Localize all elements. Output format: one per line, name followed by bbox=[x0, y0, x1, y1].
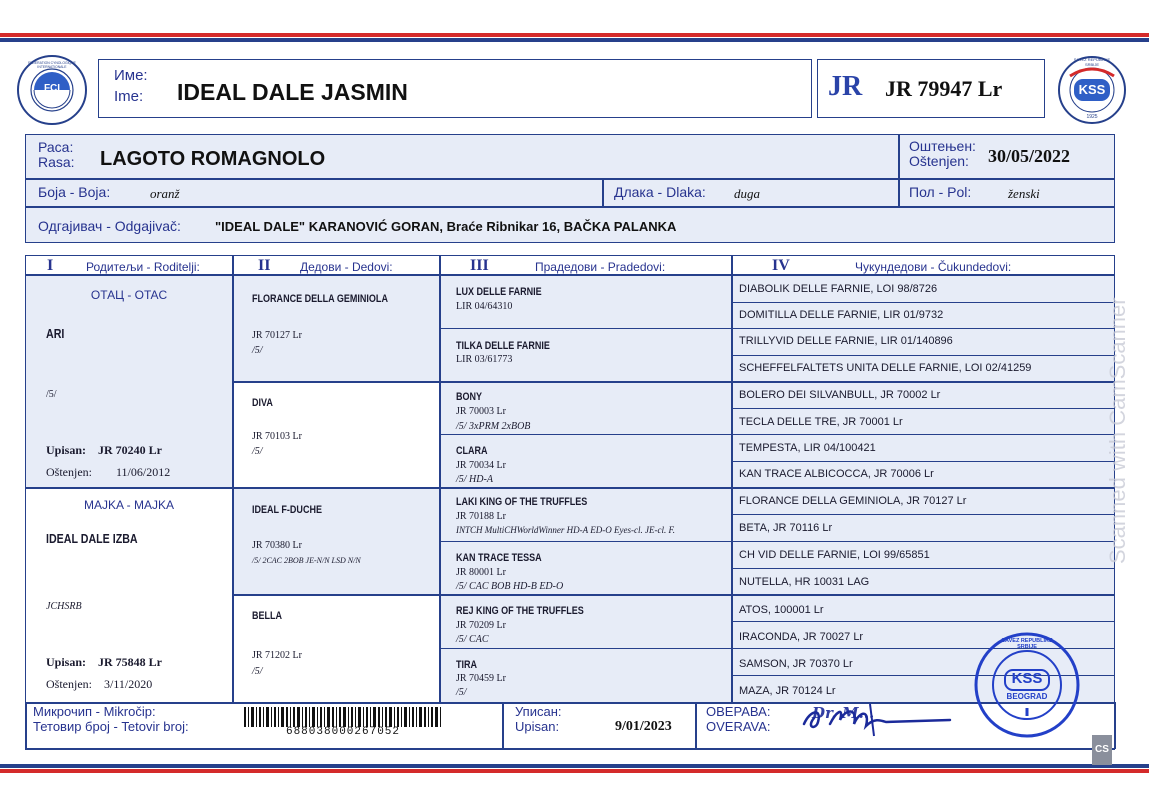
ggp-line-3 bbox=[439, 541, 1115, 542]
dam-whelped: 3/11/2020 bbox=[104, 677, 153, 691]
great-grandparent-reg: JR 70188 Lr bbox=[456, 511, 506, 522]
top-stripe-blue bbox=[0, 38, 1149, 42]
great-great-grandparent: NUTELLA, HR 10031 LAG bbox=[739, 576, 870, 588]
sex-value: ženski bbox=[1008, 186, 1040, 201]
grandparent-note: /5/ 2CAC 2BOB JE-N/N LSD N/N bbox=[252, 556, 361, 565]
great-grandparent-reg: JR 70003 Lr bbox=[456, 406, 506, 417]
breeder-label: Одгајивач - Odgajivač: bbox=[38, 218, 181, 234]
registered-label-cyr: Уписан: bbox=[515, 704, 562, 719]
great-grandparent-name: LAKI KING OF THE TRUFFLES bbox=[456, 496, 588, 508]
breeder-value: "IDEAL DALE" KARANOVIĆ GORAN, Braće Ribnikar 16, BAČKA PALANKA bbox=[215, 219, 677, 234]
great-grandparent-name: KAN TRACE TESSA bbox=[456, 552, 542, 564]
gp-line-2 bbox=[232, 594, 1115, 596]
great-great-grandparent: BOLERO DEI SILVANBULL, JR 70002 Lr bbox=[739, 389, 941, 401]
barcode-number: 688038000267052 bbox=[285, 726, 401, 738]
coat-value: duga bbox=[734, 186, 760, 201]
great-great-grandparent: TRILLYVID DELLE FARNIE, LIR 01/140896 bbox=[739, 335, 953, 347]
great-great-grandparent: IRACONDA, JR 70027 Lr bbox=[739, 631, 864, 643]
great-grandparent-name: REJ KING OF THE TRUFFLES bbox=[456, 605, 584, 617]
sire-whelped: 11/06/2012 bbox=[116, 465, 171, 479]
great-great-grandparent: TEMPESTA, LIR 04/100421 bbox=[739, 442, 876, 454]
kss-logo-year: 1925 bbox=[1086, 114, 1098, 120]
breed-label-lat: Rasa: bbox=[38, 154, 75, 170]
great-grandparent-name: TILKA DELLE FARNIE bbox=[456, 340, 550, 352]
verified-label-lat: OVERAVA: bbox=[706, 719, 771, 734]
gp1-shade bbox=[233, 275, 440, 381]
kss-logo-text: KSS bbox=[1078, 82, 1106, 97]
grandparent-note: /5/ bbox=[252, 446, 263, 457]
grandparent-name: IDEAL F-DUCHE bbox=[252, 504, 322, 516]
whelped-date: 30/05/2022 bbox=[988, 146, 1071, 166]
grandparent-reg: JR 71202 Lr bbox=[252, 650, 302, 661]
dam-section-label: MAJKA - MAJKA bbox=[83, 498, 175, 512]
bottom-stripe-blue bbox=[0, 764, 1149, 768]
great-grandparent-name: LUX DELLE FARNIE bbox=[456, 286, 542, 298]
great-grandparent-note: INTCH MultiCHWorldWinner HD-A ED-O Eyes-cl. JE-cl. F. bbox=[456, 525, 676, 535]
breed-row-line bbox=[25, 178, 1115, 180]
registered-date: 9/01/2023 bbox=[615, 719, 672, 734]
gggp-line-1 bbox=[731, 302, 1115, 303]
breed-value: LAGOTO ROMAGNOLO bbox=[100, 148, 326, 170]
sire-whelped-label: Oštenjen: bbox=[46, 465, 92, 479]
sire-note: /5/ bbox=[46, 389, 57, 400]
gp-line-1 bbox=[232, 381, 1115, 383]
coat-divider bbox=[602, 178, 604, 207]
gggp-line-7 bbox=[731, 621, 1115, 622]
great-grandparent-note: /5/ bbox=[456, 687, 467, 698]
camscanner-badge: CS bbox=[1092, 735, 1112, 765]
col-divider-2 bbox=[439, 255, 441, 703]
great-great-grandparent: FLORANCE DELLA GEMINIOLA, JR 70127 Lr bbox=[739, 495, 967, 507]
grandparent-name: BELLA bbox=[252, 610, 283, 622]
col-numeral-1: I bbox=[47, 257, 54, 274]
great-grandparent-reg: JR 70034 Lr bbox=[456, 460, 506, 471]
sex-label: Пол - Pol: bbox=[909, 184, 972, 200]
fci-logo-text: FCI bbox=[43, 83, 61, 94]
great-grandparent-reg: LIR 03/61773 bbox=[456, 354, 513, 365]
color-value: oranž bbox=[150, 186, 180, 201]
great-grandparent-reg: LIR 04/64310 bbox=[456, 301, 513, 312]
grandparent-reg: JR 70103 Lr bbox=[252, 431, 302, 442]
stamp-ring: SAVEZ REPUBLIKE SRBIJE bbox=[1001, 638, 1053, 650]
sire-reg: JR 70240 Lr bbox=[98, 443, 162, 457]
dam-note: JCHSRB bbox=[46, 601, 82, 612]
bottom-stripe-red bbox=[0, 769, 1149, 773]
gggp-line-3 bbox=[731, 408, 1115, 409]
gggp-line-4 bbox=[731, 461, 1115, 462]
grandparent-note: /5/ bbox=[252, 345, 263, 356]
dog-name: IDEAL DALE JASMIN bbox=[177, 79, 408, 105]
col-divider-1 bbox=[232, 255, 234, 703]
top-stripe-red bbox=[0, 33, 1149, 37]
grandparent-name: FLORANCE DELLA GEMINIOLA bbox=[252, 293, 388, 305]
great-great-grandparent: SAMSON, JR 70370 Lr bbox=[739, 658, 853, 670]
col-numeral-2: II bbox=[258, 257, 271, 274]
col-label-1: Родитељи - Roditelji: bbox=[86, 260, 200, 274]
sire-reg-label: Upisan: bbox=[46, 443, 87, 457]
great-grandparent-note: /5/ 3xPRM 2xBOB bbox=[456, 421, 531, 432]
name-label-cyr: Име: bbox=[114, 67, 148, 84]
col-label-2: Дедови - Dedovi: bbox=[300, 260, 393, 274]
registered-label-lat: Upisan: bbox=[515, 719, 560, 734]
footer-left-edge bbox=[25, 702, 27, 749]
dam-whelped-label: Oštenjen: bbox=[46, 677, 92, 691]
great-grandparent-reg: JR 70209 Lr bbox=[456, 620, 506, 631]
great-great-grandparent: DOMITILLA DELLE FARNIE, LIR 01/9732 bbox=[739, 309, 944, 321]
great-grandparent-name: TIRA bbox=[456, 659, 478, 671]
grandparent-name: DIVA bbox=[252, 397, 273, 409]
sire-dam-line bbox=[25, 487, 1115, 489]
tattoo-label: Тетовир број - Tetovir broj: bbox=[33, 719, 189, 734]
fci-logo-ring: FEDERATION CYNOLOGIQUE INTERNATIONALE bbox=[28, 61, 76, 69]
header-line bbox=[25, 274, 1115, 276]
great-great-grandparent: DIABOLIK DELLE FARNIE, LOI 98/8726 bbox=[739, 283, 938, 295]
dam-name: IDEAL DALE IZBA bbox=[46, 531, 138, 546]
gggp-line-6 bbox=[731, 568, 1115, 569]
great-great-grandparent: CH VID DELLE FARNIE, LOI 99/65851 bbox=[739, 549, 930, 561]
color-label: Боја - Boja: bbox=[38, 184, 111, 200]
grandparent-reg: JR 70127 Lr bbox=[252, 330, 302, 341]
kss-logo-ring: SAVEZ REPUBLIKE SRBIJE bbox=[1073, 57, 1111, 67]
sire-section-label: ОТАЦ - OTAC bbox=[90, 288, 168, 302]
microchip-label: Микрочип - Mikročip: bbox=[33, 704, 156, 719]
great-great-grandparent: TECLA DELLE TRE, JR 70001 Lr bbox=[739, 416, 903, 428]
great-great-grandparent: SCHEFFELFALTETS UNITA DELLE FARNIE, LOI 02/41259 bbox=[739, 362, 1032, 374]
great-grandparent-reg: JR 70459 Lr bbox=[456, 673, 506, 684]
kss-logo bbox=[1054, 54, 1130, 126]
color-row-line bbox=[25, 206, 1115, 208]
whelped-label-lat: Oštenjen: bbox=[909, 153, 969, 169]
whelped-divider bbox=[898, 134, 900, 179]
great-grandparent-name: BONY bbox=[456, 391, 483, 403]
col-label-3: Прадедови - Pradedovi: bbox=[535, 260, 666, 274]
gggp-line-5 bbox=[731, 514, 1115, 515]
great-great-grandparent: BETA, JR 70116 Lr bbox=[739, 522, 833, 534]
stamp-city: BEOGRAD bbox=[1006, 692, 1048, 701]
footer-divider-1 bbox=[502, 702, 504, 749]
footer-divider-2 bbox=[695, 702, 697, 749]
footer-right-edge bbox=[1114, 702, 1116, 749]
signature bbox=[800, 690, 960, 740]
col-numeral-3: III bbox=[470, 257, 489, 274]
great-great-grandparent: KAN TRACE ALBICOCCA, JR 70006 Lr bbox=[739, 468, 934, 480]
breed-label-cyr: Раса: bbox=[38, 139, 74, 155]
barcode bbox=[232, 705, 454, 745]
gggp-line-2 bbox=[731, 355, 1115, 356]
ggp-line-2 bbox=[439, 434, 1115, 435]
great-grandparent-reg: JR 80001 Lr bbox=[456, 567, 506, 578]
fci-logo bbox=[12, 52, 92, 128]
stamp-text: KSS bbox=[1011, 670, 1043, 687]
great-grandparent-note: /5/ HD-A bbox=[456, 474, 493, 485]
grandparent-reg: JR 70380 Lr bbox=[252, 540, 302, 551]
signature-text: Dr. M... bbox=[812, 704, 875, 722]
footer-line-bottom bbox=[25, 748, 1115, 750]
sex-divider bbox=[898, 178, 900, 207]
dam-reg: JR 75848 Lr bbox=[98, 655, 162, 669]
ggp-line-1 bbox=[439, 328, 1115, 329]
kss-stamp bbox=[972, 630, 1082, 740]
reg-number: JR 79947 Lr bbox=[885, 76, 1003, 101]
name-label-lat: Ime: bbox=[114, 88, 144, 105]
whelped-label-cyr: Оштењен: bbox=[909, 138, 976, 154]
dam-reg-label: Upisan: bbox=[46, 655, 87, 669]
great-great-grandparent: ATOS, 100001 Lr bbox=[739, 604, 824, 616]
grandparent-note: /5/ bbox=[252, 666, 263, 677]
watermark-text: Scanned with CamScanner bbox=[1105, 297, 1130, 564]
sire-name: ARI bbox=[46, 326, 65, 341]
great-grandparent-name: CLARA bbox=[456, 445, 488, 457]
col-label-4: Чукундедови - Čukundedovi: bbox=[855, 260, 1012, 274]
great-grandparent-note: /5/ CAC BOB HD-B ED-O bbox=[456, 581, 564, 592]
coat-label: Длака - Dlaka: bbox=[614, 184, 706, 200]
jr-code: JR bbox=[828, 71, 863, 102]
verified-label-cyr: ОВЕРАВА: bbox=[706, 704, 771, 719]
col-divider-3 bbox=[731, 255, 733, 703]
great-grandparent-note: /5/ CAC bbox=[456, 634, 489, 645]
great-great-grandparent: MAZA, JR 70124 Lr bbox=[739, 685, 836, 697]
col-numeral-4: IV bbox=[772, 257, 790, 274]
